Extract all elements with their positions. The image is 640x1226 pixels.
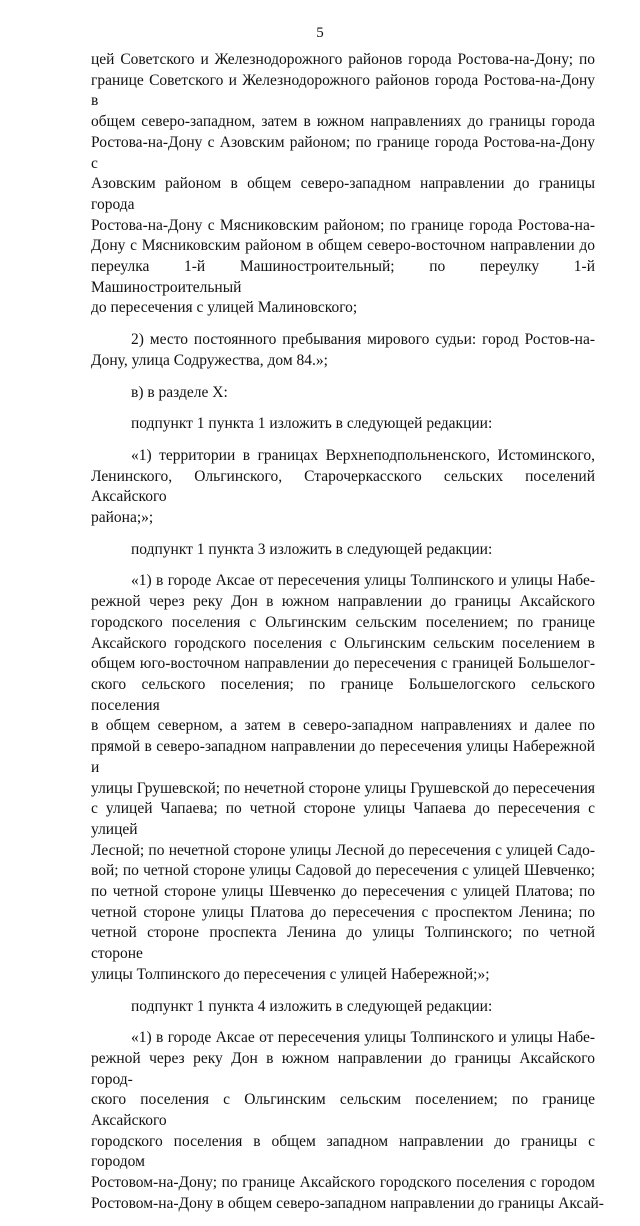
text-line: Ростовом-на-Дону в общем северо-западном направлении до границы Аксай- xyxy=(91,1194,604,1212)
text-line: общем северо-западном, затем в южном направлениях до границы города xyxy=(91,113,595,131)
document-body xyxy=(91,50,604,1226)
text-line: улицы Толпинского до пересечения с улицей Набережной;»; xyxy=(91,965,490,983)
text-line: ского сельского поселения; по границе Большелогского сельского поселения xyxy=(91,675,595,714)
paragraph xyxy=(91,997,595,1018)
paragraph xyxy=(91,1028,604,1214)
text-line: в общем северном, а затем в северо-западном направлениях и далее по xyxy=(91,717,595,735)
text-line: подпункт 1 пункта 3 изложить в следующей редакции: xyxy=(131,540,493,558)
text-line: вой; по четной стороне улицы Садовой до пересечения с улицей Шевченко; xyxy=(91,862,595,880)
text-line: по четной стороне улицы Шевченко до пересечения с улицей Платова; по xyxy=(91,883,595,901)
text-line: четной стороне проспекта Ленина до улицы Толпинского; по четной стороне xyxy=(91,924,595,963)
paragraph xyxy=(91,540,595,561)
text-line: «1) территории в границах Верхнеподпольненского, Истоминского, xyxy=(131,446,595,464)
text-line: Ростова-на-Дону с Мясниковским районом; по границе города Ростова-на- xyxy=(91,216,595,234)
text-line: городского поселения в общем западном направлении до границы с городом xyxy=(91,1132,595,1171)
text-line: подпункт 1 пункта 4 изложить в следующей редакции: xyxy=(131,997,493,1015)
text-line: ского поселения с Ольгинским сельским поселением; по границе Аксайского xyxy=(91,1091,595,1130)
text-line: Дону, улица Содружества, дом 84.»; xyxy=(91,351,328,369)
text-line: Ленинского, Ольгинского, Старочеркасского сельских поселений Аксайского xyxy=(91,467,595,506)
paragraph xyxy=(91,414,595,435)
text-line: границе Советского и Железнодорожного районов города Ростова-на-Дону в xyxy=(91,71,595,110)
text-line: городского поселения с Ольгинским сельским поселением; по границе xyxy=(91,613,595,631)
text-line: Азовским районом в общем северо-западном направлении до границы города xyxy=(91,175,595,213)
text-line: Лесной; по нечетной стороне улицы Лесной до пересечения с улицей Садо- xyxy=(91,841,595,859)
text-line: подпункт 1 пункта 1 изложить в следующей редакции: xyxy=(131,415,493,433)
paragraph xyxy=(91,446,595,529)
paragraph xyxy=(91,383,595,404)
paragraph xyxy=(91,571,595,985)
text-line: общем юго-восточном направлении до пересечения с границей Большелог- xyxy=(91,655,595,673)
text-line: до пересечения с улицей Малиновского; xyxy=(91,299,358,317)
text-line: района;»; xyxy=(91,509,154,527)
text-line: четной стороне улицы Платова до пересечения с проспектом Ленина; по xyxy=(91,903,595,921)
text-line: режной через реку Дон в южном направлении до границы Аксайского город- xyxy=(91,1049,595,1088)
text-line: переулка 1-й Машиностроительный; по переулку 1-й Машиностроительный xyxy=(91,258,595,296)
text-line: цей Советского и Железнодорожного районов города Ростова-на-Дону; по xyxy=(91,51,595,68)
paragraph xyxy=(91,50,595,319)
text-line: прямой в северо-западном направлении до пересечения улицы Набережной и xyxy=(91,738,595,776)
text-line: Ростовом-на-Дону; по границе Аксайского городского поселения с городом xyxy=(91,1174,595,1192)
text-line: с улицей Чапаева; по четной стороне улицы Чапаева до пересечения с улицей xyxy=(91,800,595,838)
text-line: 2) место постоянного пребывания мирового судьи: город Ростов-на- xyxy=(131,331,595,349)
page-number: 5 xyxy=(316,25,324,41)
text-line: Аксайского городского поселения с Ольгинским сельским поселением в xyxy=(91,634,595,652)
text-line: «1) в городе Аксае от пересечения улицы Толпинского и улицы Набе- xyxy=(131,572,595,590)
text-line: в) в разделе X: xyxy=(131,383,228,401)
text-line: Дону с Мясниковским районом в общем северо-восточном направлении до xyxy=(91,237,595,255)
text-line: режной через реку Дон в южном направлении до границы Аксайского xyxy=(91,593,595,611)
paragraph xyxy=(91,330,595,371)
text-line: улицы Грушевской; по нечетной стороне улицы Грушевской до пересечения xyxy=(91,779,595,797)
text-line: «1) в городе Аксае от пересечения улицы Толпинского и улицы Набе- xyxy=(131,1029,595,1047)
text-line: Ростова-на-Дону с Азовским районом; по границе города Ростова-на-Дону с xyxy=(91,133,595,172)
